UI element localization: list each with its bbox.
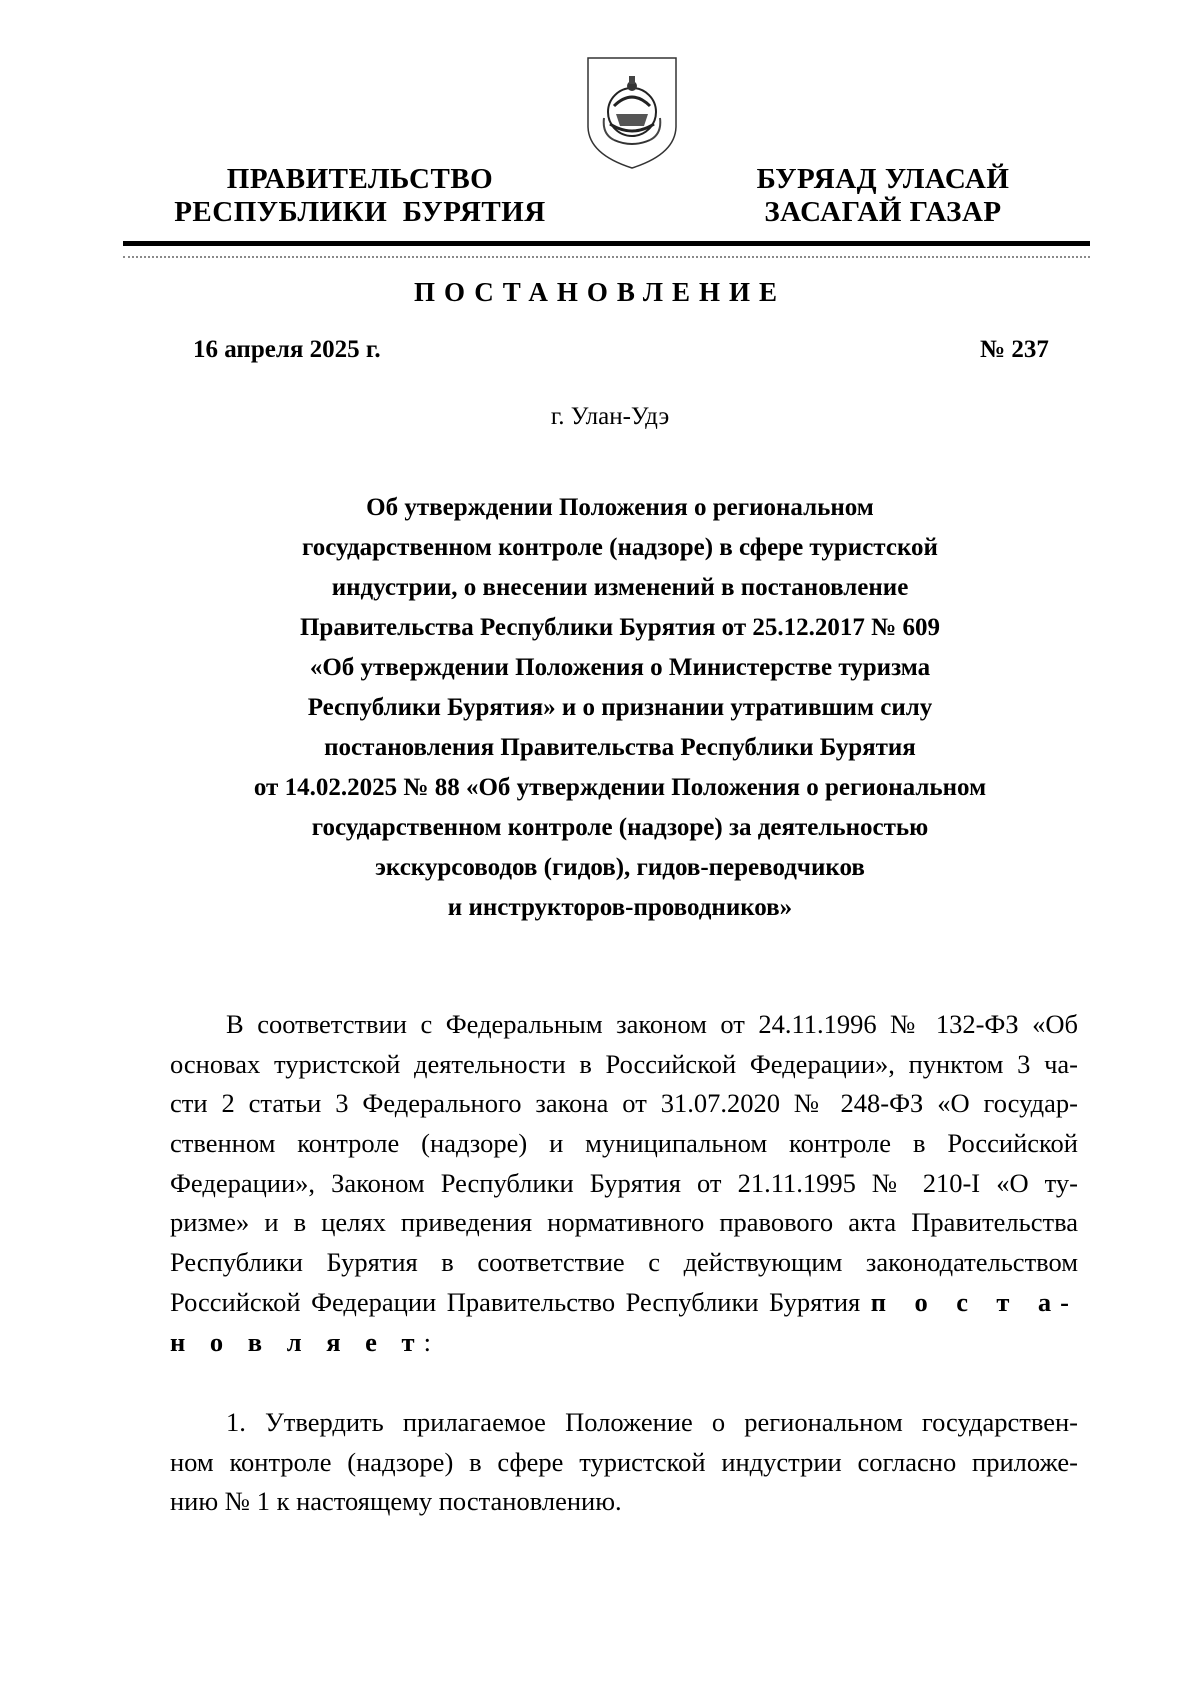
- preamble-line: Республики Бурятия в соответствие с действующим законодательством: [170, 1247, 1078, 1278]
- org-name-russian: [170, 163, 550, 229]
- preamble-line-with-resolve: [170, 1283, 1078, 1323]
- resolve-line: [170, 1323, 1078, 1363]
- preamble-line: сти 2 статьи 3 Федерального закона от 31.07.2020 № 248-ФЗ «О государ-: [170, 1088, 1078, 1119]
- preamble-line: Федерации», Законом Республики Бурятия от 21.11.1995 № 210-I «О ту-: [170, 1167, 1078, 1198]
- org-name-buryat-line-1: БУРЯАД УЛАСАЙ: [756, 163, 1010, 195]
- title-line: Об утверждении Положения о региональном: [366, 494, 874, 521]
- title-line: Правительства Республики Бурятия от 25.12.2017 № 609: [299, 614, 940, 641]
- item-1-line: ном контроле (надзоре) в сфере туристской индустрии согласно приложе-: [170, 1446, 1078, 1477]
- title-line: государственном контроле (надзоре) в сфере туристской: [302, 534, 938, 561]
- title-line: от 14.02.2025 № 88 «Об утверждении Положения о региональном: [253, 774, 987, 801]
- resolve-word-part-1: п о с т а-: [870, 1286, 1079, 1317]
- preamble-line: ризме» и в целях приведения нормативного правового акта Правительства: [170, 1207, 1078, 1238]
- document-type-heading: ПОСТАНОВЛЕНИЕ: [413, 277, 787, 307]
- item-1-line: нию № 1 к настоящему постановлению.: [170, 1486, 622, 1517]
- document-date: 16 апреля 2025 г.: [193, 336, 381, 363]
- org-name-russian-line-1: ПРАВИТЕЛЬСТВО: [226, 163, 494, 195]
- title-line: постановления Правительства Республики Бурятия: [324, 734, 916, 761]
- org-name-buryat-line-2: ЗАСАГАЙ ГАЗАР: [764, 196, 1002, 228]
- document-number: № 237: [980, 336, 1049, 363]
- preamble-line: В соответствии с Федеральным законом от 24.11.1996 № 132-ФЗ «Об: [226, 1009, 1078, 1039]
- org-name-russian-line-2: РЕСПУБЛИКИ БУРЯТИЯ: [174, 196, 546, 228]
- preamble-line: ственном контроле (надзоре) и муниципальном контроле в Российской: [170, 1128, 1078, 1159]
- preamble-line: основах туристской деятельности в Российской Федерации», пунктом 3 ча-: [170, 1048, 1078, 1079]
- title-line: Республики Бурятия» и о признании утратившим силу: [307, 694, 933, 721]
- title-line: государственном контроле (надзоре) за деятельностью: [311, 814, 929, 841]
- resolve-word-part-2: н о в л я е т: [170, 1326, 424, 1357]
- item-1-line: 1. Утвердить прилагаемое Положение о региональном государствен-: [226, 1407, 1078, 1437]
- title-line: индустрии, о внесении изменений в постановление: [331, 574, 909, 601]
- item-1-paragraph: [170, 1403, 1078, 1522]
- title-line: экскурсоводов (гидов), гидов-переводчиков: [375, 854, 865, 881]
- header-rule-thick: [123, 241, 1090, 246]
- header-rule-dotted: [123, 256, 1090, 258]
- preamble-line: Российской Федерации Правительство Республики Бурятия: [170, 1286, 861, 1317]
- document-city: г. Улан-Удэ: [550, 403, 670, 430]
- coat-of-arms-icon: [584, 54, 680, 172]
- resolve-colon: :: [423, 1326, 431, 1357]
- title-line: «Об утверждении Положения о Министерстве туризма: [309, 654, 931, 681]
- title-line: и инструкторов-проводников»: [447, 894, 793, 921]
- preamble-paragraph: [170, 1005, 1078, 1362]
- org-name-buryat: [738, 163, 1028, 229]
- document-title: [170, 488, 1070, 928]
